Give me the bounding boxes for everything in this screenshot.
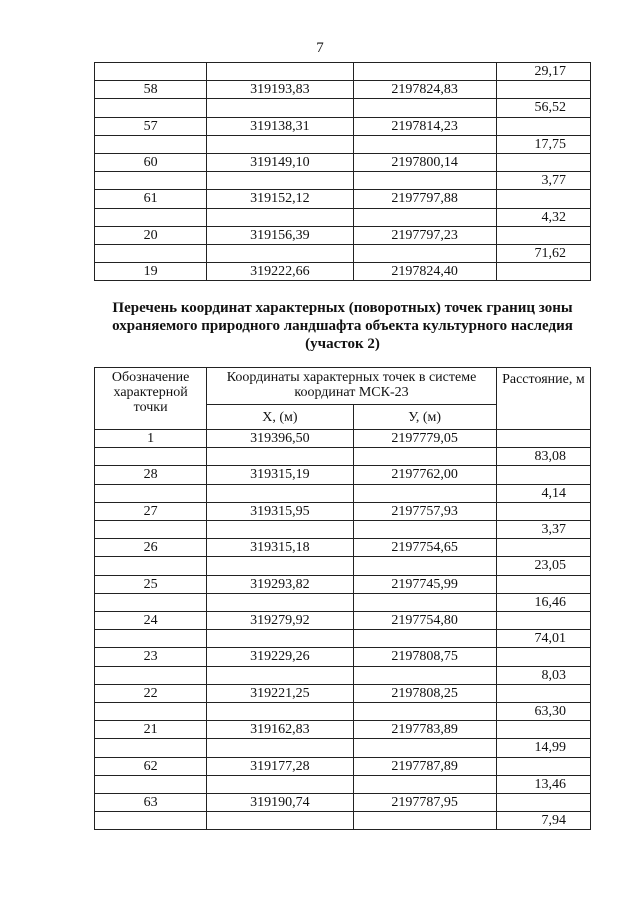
distance-cell: 71,62: [496, 245, 590, 263]
x-coordinate-cell: 319222,66: [207, 263, 353, 281]
distance-cell: 17,75: [496, 135, 590, 153]
empty-cell: [207, 135, 353, 153]
table-row: [95, 190, 591, 208]
x-coordinate-cell: 319315,95: [207, 502, 353, 520]
distance-cell: 8,03: [496, 666, 590, 684]
x-coordinate-cell: 319177,28: [207, 757, 353, 775]
distance-cell: 4,14: [496, 484, 590, 502]
distance-row: [95, 484, 591, 502]
empty-cell: [207, 521, 353, 539]
empty-cell: [496, 154, 590, 172]
empty-cell: [496, 612, 590, 630]
empty-cell: [496, 502, 590, 520]
empty-cell: [496, 430, 590, 448]
empty-cell: [496, 794, 590, 812]
x-coordinate-cell: 319156,39: [207, 226, 353, 244]
empty-cell: [353, 245, 496, 263]
table-row: [95, 154, 591, 172]
distance-row: [95, 135, 591, 153]
x-coordinate-cell: 319152,12: [207, 190, 353, 208]
empty-cell: [207, 739, 353, 757]
empty-cell: [207, 448, 353, 466]
table2-header-row1: [95, 368, 591, 405]
table-row: [95, 263, 591, 281]
empty-cell: [207, 630, 353, 648]
coordinates-table-continuation: [94, 62, 591, 281]
table-row: [95, 721, 591, 739]
table-row: [95, 430, 591, 448]
point-id-cell: 62: [95, 757, 207, 775]
empty-cell: [95, 666, 207, 684]
empty-cell: [353, 703, 496, 721]
distance-cell: 14,99: [496, 739, 590, 757]
empty-cell: [496, 190, 590, 208]
point-id-cell: 26: [95, 539, 207, 557]
y-coordinate-cell: 2197808,25: [353, 684, 496, 702]
empty-cell: [496, 721, 590, 739]
distance-cell: 7,94: [496, 812, 590, 830]
empty-cell: [95, 63, 207, 81]
distance-row: [95, 63, 591, 81]
empty-cell: [207, 208, 353, 226]
x-coordinate-cell: 319221,25: [207, 684, 353, 702]
distance-cell: 13,46: [496, 775, 590, 793]
point-id-cell: 57: [95, 117, 207, 135]
distance-row: [95, 557, 591, 575]
y-coordinate-cell: 2197824,40: [353, 263, 496, 281]
point-id-cell: 23: [95, 648, 207, 666]
y-coordinate-cell: 2197762,00: [353, 466, 496, 484]
table1-body: [95, 63, 591, 281]
empty-cell: [353, 208, 496, 226]
empty-cell: [207, 484, 353, 502]
empty-cell: [353, 666, 496, 684]
x-coordinate-cell: 319315,18: [207, 539, 353, 557]
distance-row: [95, 208, 591, 226]
empty-cell: [207, 245, 353, 263]
y-coordinate-cell: 2197754,80: [353, 612, 496, 630]
y-coordinate-cell: 2197754,65: [353, 539, 496, 557]
empty-cell: [207, 703, 353, 721]
empty-cell: [207, 63, 353, 81]
table-row: [95, 466, 591, 484]
empty-cell: [353, 135, 496, 153]
point-id-cell: 63: [95, 794, 207, 812]
empty-cell: [95, 739, 207, 757]
table-row: [95, 648, 591, 666]
distance-row: [95, 593, 591, 611]
empty-cell: [353, 484, 496, 502]
empty-cell: [95, 484, 207, 502]
point-id-cell: 28: [95, 466, 207, 484]
empty-cell: [95, 557, 207, 575]
x-coordinate-cell: 319396,50: [207, 430, 353, 448]
empty-cell: [95, 448, 207, 466]
x-coordinate-cell: 319138,31: [207, 117, 353, 135]
empty-cell: [353, 521, 496, 539]
table-row: [95, 684, 591, 702]
distance-cell: 29,17: [496, 63, 590, 81]
empty-cell: [353, 99, 496, 117]
point-id-cell: 60: [95, 154, 207, 172]
coordinates-table-section2: [94, 367, 591, 830]
y-coordinate-cell: 2197797,88: [353, 190, 496, 208]
point-id-cell: 27: [95, 502, 207, 520]
empty-cell: [496, 684, 590, 702]
empty-cell: [95, 775, 207, 793]
empty-cell: [207, 99, 353, 117]
distance-cell: 23,05: [496, 557, 590, 575]
header-distance: Расстояние, м: [496, 368, 590, 430]
distance-cell: 83,08: [496, 448, 590, 466]
empty-cell: [353, 775, 496, 793]
empty-cell: [353, 557, 496, 575]
table-row: [95, 757, 591, 775]
y-coordinate-cell: 2197745,99: [353, 575, 496, 593]
distance-row: [95, 245, 591, 263]
point-id-cell: 58: [95, 81, 207, 99]
distance-cell: 56,52: [496, 99, 590, 117]
y-coordinate-cell: 2197824,83: [353, 81, 496, 99]
distance-row: [95, 630, 591, 648]
x-coordinate-cell: 319229,26: [207, 648, 353, 666]
distance-cell: 3,37: [496, 521, 590, 539]
point-id-cell: 21: [95, 721, 207, 739]
distance-cell: 74,01: [496, 630, 590, 648]
table-row: [95, 226, 591, 244]
empty-cell: [95, 703, 207, 721]
x-coordinate-cell: 319279,92: [207, 612, 353, 630]
section-title-line1: Перечень координат характерных (поворотных) точек границ зоны: [112, 300, 573, 316]
point-id-cell: 25: [95, 575, 207, 593]
point-id-cell: 22: [95, 684, 207, 702]
table2-body: [95, 430, 591, 830]
empty-cell: [496, 757, 590, 775]
distance-row: [95, 521, 591, 539]
empty-cell: [95, 812, 207, 830]
empty-cell: [95, 99, 207, 117]
x-coordinate-cell: 319190,74: [207, 794, 353, 812]
empty-cell: [207, 666, 353, 684]
empty-cell: [353, 593, 496, 611]
empty-cell: [496, 466, 590, 484]
page-number: 7: [316, 40, 324, 56]
empty-cell: [496, 648, 590, 666]
distance-row: [95, 666, 591, 684]
empty-cell: [95, 593, 207, 611]
distance-cell: 3,77: [496, 172, 590, 190]
empty-cell: [95, 630, 207, 648]
table-row: [95, 539, 591, 557]
section-title: [94, 299, 591, 353]
table-row: [95, 502, 591, 520]
distance-row: [95, 448, 591, 466]
distance-row: [95, 172, 591, 190]
empty-cell: [95, 521, 207, 539]
empty-cell: [496, 226, 590, 244]
empty-cell: [353, 739, 496, 757]
table-row: [95, 794, 591, 812]
distance-row: [95, 99, 591, 117]
y-coordinate-cell: 2197787,89: [353, 757, 496, 775]
table-row: [95, 81, 591, 99]
header-x: X, (м): [207, 405, 353, 430]
empty-cell: [496, 263, 590, 281]
header-point-id: Обозначение характерной точки: [95, 368, 207, 430]
empty-cell: [207, 812, 353, 830]
empty-cell: [353, 63, 496, 81]
y-coordinate-cell: 2197808,75: [353, 648, 496, 666]
distance-row: [95, 739, 591, 757]
empty-cell: [95, 135, 207, 153]
x-coordinate-cell: 319293,82: [207, 575, 353, 593]
distance-row: [95, 775, 591, 793]
section-title-line2: охраняемого природного ландшафта объекта культурного наследия: [112, 318, 573, 334]
empty-cell: [95, 172, 207, 190]
y-coordinate-cell: 2197814,23: [353, 117, 496, 135]
header-y: У, (м): [353, 405, 496, 430]
y-coordinate-cell: 2197800,14: [353, 154, 496, 172]
table-row: [95, 575, 591, 593]
empty-cell: [496, 81, 590, 99]
empty-cell: [207, 557, 353, 575]
empty-cell: [353, 172, 496, 190]
empty-cell: [353, 630, 496, 648]
x-coordinate-cell: 319193,83: [207, 81, 353, 99]
y-coordinate-cell: 2197787,95: [353, 794, 496, 812]
point-id-cell: 1: [95, 430, 207, 448]
table-row: [95, 612, 591, 630]
empty-cell: [353, 448, 496, 466]
empty-cell: [496, 117, 590, 135]
header-coordinates: Координаты характерных точек в системе координат МСК-23: [207, 368, 497, 405]
distance-cell: 4,32: [496, 208, 590, 226]
empty-cell: [207, 775, 353, 793]
x-coordinate-cell: 319315,19: [207, 466, 353, 484]
y-coordinate-cell: 2197797,23: [353, 226, 496, 244]
empty-cell: [95, 208, 207, 226]
point-id-cell: 24: [95, 612, 207, 630]
empty-cell: [496, 539, 590, 557]
point-id-cell: 61: [95, 190, 207, 208]
empty-cell: [496, 575, 590, 593]
distance-cell: 63,30: [496, 703, 590, 721]
table-row: [95, 117, 591, 135]
section-title-line3: (участок 2): [305, 336, 380, 352]
empty-cell: [95, 245, 207, 263]
point-id-cell: 19: [95, 263, 207, 281]
empty-cell: [207, 172, 353, 190]
distance-row: [95, 703, 591, 721]
x-coordinate-cell: 319162,83: [207, 721, 353, 739]
empty-cell: [207, 593, 353, 611]
y-coordinate-cell: 2197779,05: [353, 430, 496, 448]
distance-row: [95, 812, 591, 830]
y-coordinate-cell: 2197757,93: [353, 502, 496, 520]
point-id-cell: 20: [95, 226, 207, 244]
empty-cell: [353, 812, 496, 830]
x-coordinate-cell: 319149,10: [207, 154, 353, 172]
y-coordinate-cell: 2197783,89: [353, 721, 496, 739]
distance-cell: 16,46: [496, 593, 590, 611]
